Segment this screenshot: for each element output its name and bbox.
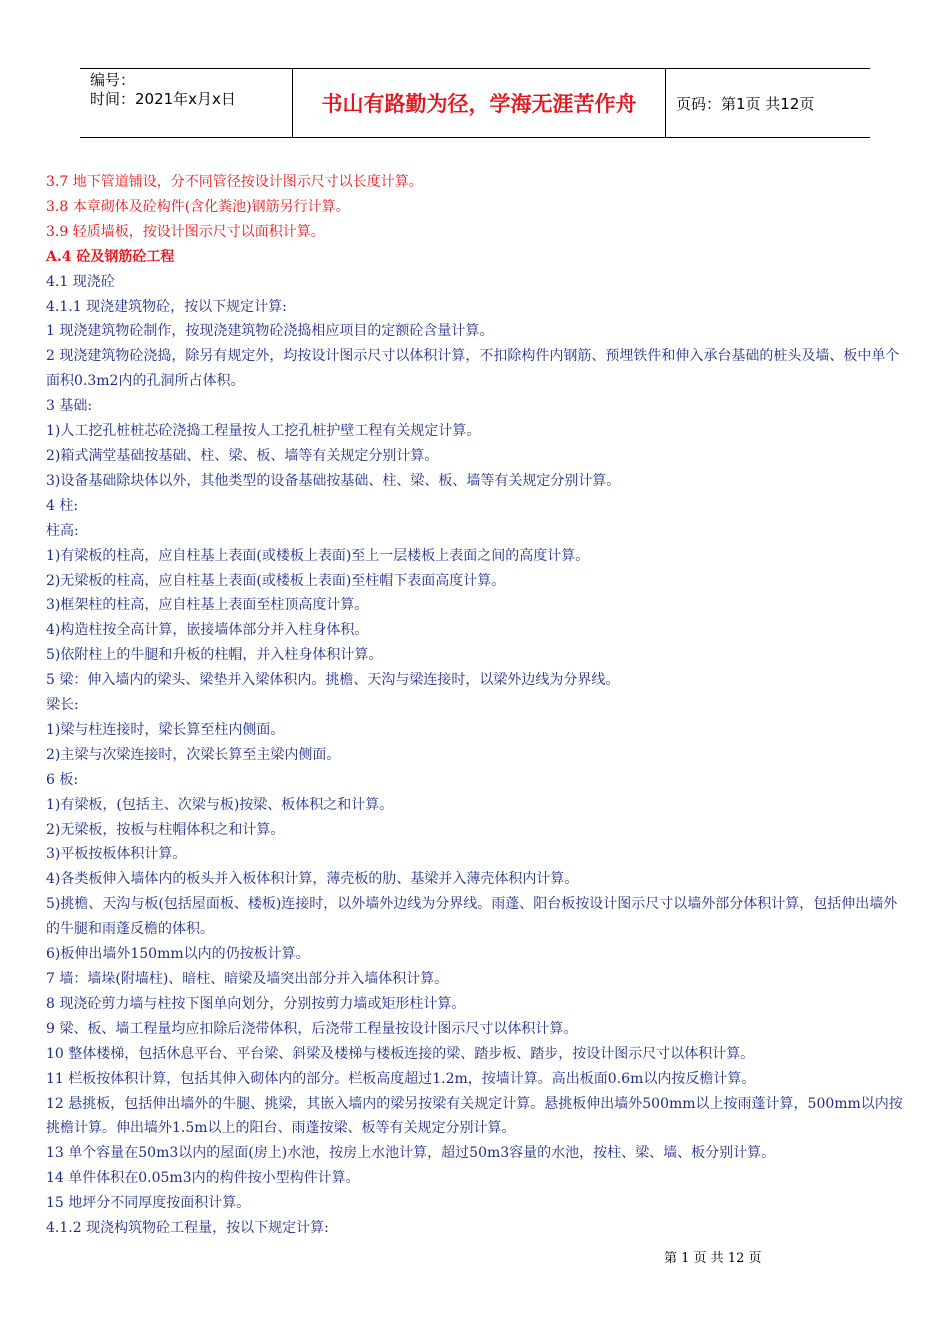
page-header [80, 68, 870, 138]
text-line: 1)有梁板，(包括主、次梁与板)按梁、板体积之和计算。 [46, 796, 394, 813]
number-label: 编号： [90, 71, 136, 89]
text-line: 11 栏板按体积计算，包括其伸入砌体内的部分。栏板高度超过1.2m，按墙计算。高出板面0.6m以内按反檐计算。 [46, 1070, 756, 1087]
text-line: 8 现浇砼剪力墙与柱按下图单向划分，分别按剪力墙或矩形柱计算。 [46, 995, 466, 1012]
text-line: 4 柱: [46, 497, 79, 514]
text-line: 7 墙：墙垛(附墙柱)、暗柱、暗梁及墙突出部分并入墙体积计算。 [46, 971, 449, 987]
header-info-cell [80, 69, 293, 137]
text-line: 2)箱式满堂基础按基础、柱、梁、板、墙等有关规定分别计算。 [46, 447, 439, 464]
text-line: 1)人工挖孔桩桩芯砼浇捣工程量按人工挖孔桩护壁工程有关规定计算。 [46, 423, 481, 440]
text-line: 2)无梁板的柱高，应自柱基上表面(或楼板上表面)至柱帽下表面高度计算。 [46, 572, 506, 589]
text-line: 14 单件体积在0.05m3内的构件按小型构件计算。 [46, 1170, 360, 1187]
text-line: 4)构造柱按全高计算，嵌接墙体部分并入柱身体积。 [46, 622, 369, 639]
text-line: 15 地坪分不同厚度按面积计算。 [46, 1195, 251, 1212]
text-line: 5)依附柱上的牛腿和升板的柱帽，并入柱身体积计算。 [46, 647, 383, 664]
text-line: 3)设备基础除块体以外，其他类型的设备基础按基础、柱、梁、板、墙等有关规定分别计算。 [46, 472, 621, 489]
text-line: 1)梁与柱连接时，梁长算至柱内侧面。 [46, 721, 285, 738]
text-line: 9 梁、板、墙工程量均应扣除后浇带体积，后浇带工程量按设计图示尺寸以体积计算。 [46, 1020, 578, 1037]
text-line: 3 基础: [46, 398, 93, 415]
text-line: 6)板伸出墙外150mm以内的仍按板计算。 [46, 946, 310, 963]
text-line: 12 悬挑板，包括伸出墙外的牛腿、挑梁，其嵌入墙内的梁另按梁有关规定计算。悬挑板伸出墙外500mm以上按雨蓬计算，500mm以内按挑檐计算。伸出墙外1.5m以上的阳台、雨蓬按梁、板等有关规定分别计算。 [46, 1095, 903, 1137]
text-line: 柱高: [46, 522, 79, 539]
text-line: A.4 砼及钢筋砼工程 [46, 248, 175, 265]
text-line: 3.9 轻质墙板，按设计图示尺寸以面积计算。 [46, 223, 325, 240]
text-line: 梁长: [46, 697, 79, 714]
header-motto: 书山有路勤为径，学海无涯苦作舟 [293, 69, 666, 137]
text-line: 5 梁：伸入墙内的梁头、梁垫并入梁体积内。挑檐、天沟与梁连接时，以梁外边线为分界线。 [46, 672, 620, 689]
text-line: 10 整体楼梯，包括休息平台、平台梁、斜梁及楼梯与楼板连接的梁、踏步板、踏步，按设计图示尺寸以体积计算。 [46, 1045, 755, 1062]
text-line: 3.8 本章砌体及砼构件(含化粪池)钢筋另行计算。 [46, 198, 350, 215]
page-footer: 第 1 页 共 12 页 [664, 1251, 762, 1266]
document-body [46, 170, 906, 1241]
header-page-label: 页码：第1页 共12页 [676, 94, 815, 113]
text-line: 13 单个容量在50m3以内的屋面(房上)水池，按房上水池计算，超过50m3容量的水池，按柱、梁、墙、板分别计算。 [46, 1145, 776, 1162]
text-line: 3)平板按板体积计算。 [46, 846, 187, 863]
text-line: 3.7 地下管道铺设，分不同管径按设计图示尺寸以长度计算。 [46, 174, 423, 190]
text-line: 2 现浇建筑物砼浇捣，除另有规定外，均按设计图示尺寸以体积计算，不扣除构件内钢筋、预埋铁件和伸入承台基础的桩头及墙、板中单个面积0.3m2内的孔洞所占体积。 [46, 348, 900, 390]
text-line: 6 板: [46, 771, 79, 788]
text-line: 3)框架柱的柱高，应自柱基上表面至柱顶高度计算。 [46, 597, 369, 614]
date-label: 时间：2021年x月x日 [90, 90, 236, 108]
text-line: 5)挑檐、天沟与板(包括屋面板、楼板)连接时，以外墙外边线为分界线。雨蓬、阳台板按设计图示尺寸以墙外部分体积计算，包括伸出墙外的牛腿和雨蓬反檐的体积。 [46, 896, 898, 938]
text-line: 1 现浇建筑物砼制作，按现浇建筑物砼浇捣相应项目的定额砼含量计算。 [46, 323, 494, 340]
text-line: 4.1.1 现浇建筑物砼，按以下规定计算: [46, 298, 287, 315]
text-line: 4.1 现浇砼 [46, 273, 115, 290]
text-line: 4)各类板伸入墙体内的板头并入板体积计算，薄壳板的肋、基梁并入薄壳体积内计算。 [46, 871, 579, 888]
text-line: 4.1.2 现浇构筑物砼工程量，按以下规定计算: [46, 1220, 329, 1237]
text-line: 2)无梁板，按板与柱帽体积之和计算。 [46, 821, 285, 838]
text-line: 2)主梁与次梁连接时，次梁长算至主梁内侧面。 [46, 746, 341, 763]
text-line: 1)有梁板的柱高，应自柱基上表面(或楼板上表面)至上一层楼板上表面之间的高度计算。 [46, 547, 590, 564]
